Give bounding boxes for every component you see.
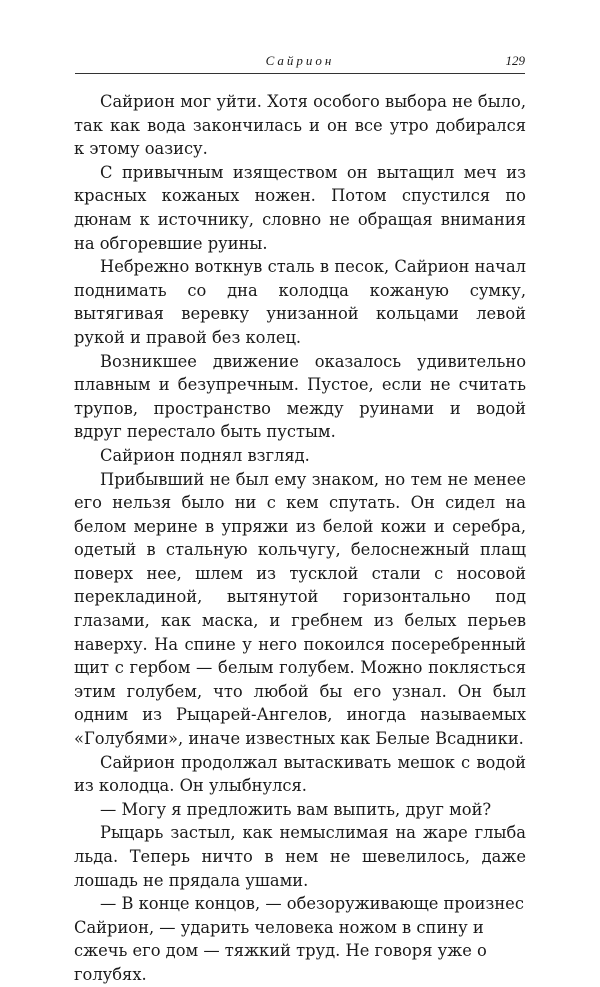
paragraph: Возникшее движение оказалось удивительно плавным и безупречным. Пустое, если не считать трупов, пространство между руинами и водой вдруг перестало быть пустым. bbox=[74, 351, 526, 442]
paragraph: Небрежно воткнув сталь в песок, Сайрион начал поднимать со дна колодца кожаную сумку, вытягивая веревку унизанной кольцами левой рукой и правой без колец. bbox=[74, 257, 526, 347]
paragraph: С привычным изяществом он вытащил меч из красных кожаных ножен. Потом спустился по дюнам к источнику, словно не обращая внимания на обгоревшие руины. bbox=[74, 162, 526, 253]
page-header bbox=[75, 50, 525, 72]
running-title: Сайрион bbox=[265, 53, 335, 68]
header-rule bbox=[75, 73, 525, 74]
paragraph: Рыцарь застыл, как немыслимая на жаре глыба льда. Теперь ничто в нем не шевелилось, даже лошадь не прядала ушами. bbox=[74, 823, 526, 890]
body-text bbox=[74, 90, 526, 987]
paragraph: — Могу я предложить вам выпить, друг мой? bbox=[100, 799, 492, 819]
paragraph: — В конце концов, — обезоруживающе произнес Сайрион, — ударить человека ножом в спину и сжечь его дом — тяжкий труд. Не говоря уже о голубях. bbox=[74, 894, 524, 984]
paragraph: Прибывший не был ему знаком, но тем не менее его нельзя было ни с кем спутать. Он сидел на белом мерине в упряжи из белой кожи и серебра, одетый в стальную кольчугу, белоснежный плащ поверх нее, шлем из тусклой стали с носовой перекладиной, вытянутой горизонтально под глазами, как маска, и гребнем из белых перьев наверху. На спине у него покоился посеребренный щит с гербом — белым голубем. Можно поклясться этим голубем, что любой бы его узнал. Он был одним из Рыцарей-Ангелов, иногда называемых «Голубями», иначе известных как Белые Всадники. bbox=[74, 469, 526, 749]
paragraph: Сайрион поднял взгляд. bbox=[100, 445, 310, 465]
paragraph: Сайрион продолжал вытаскивать мешок с водой из колодца. Он улыбнулся. bbox=[74, 752, 526, 796]
paragraph: Сайрион мог уйти. Хотя особого выбора не было, так как вода закончилась и он все утро добирался к этому оазису. bbox=[74, 92, 526, 159]
page-number: 129 bbox=[505, 53, 525, 68]
